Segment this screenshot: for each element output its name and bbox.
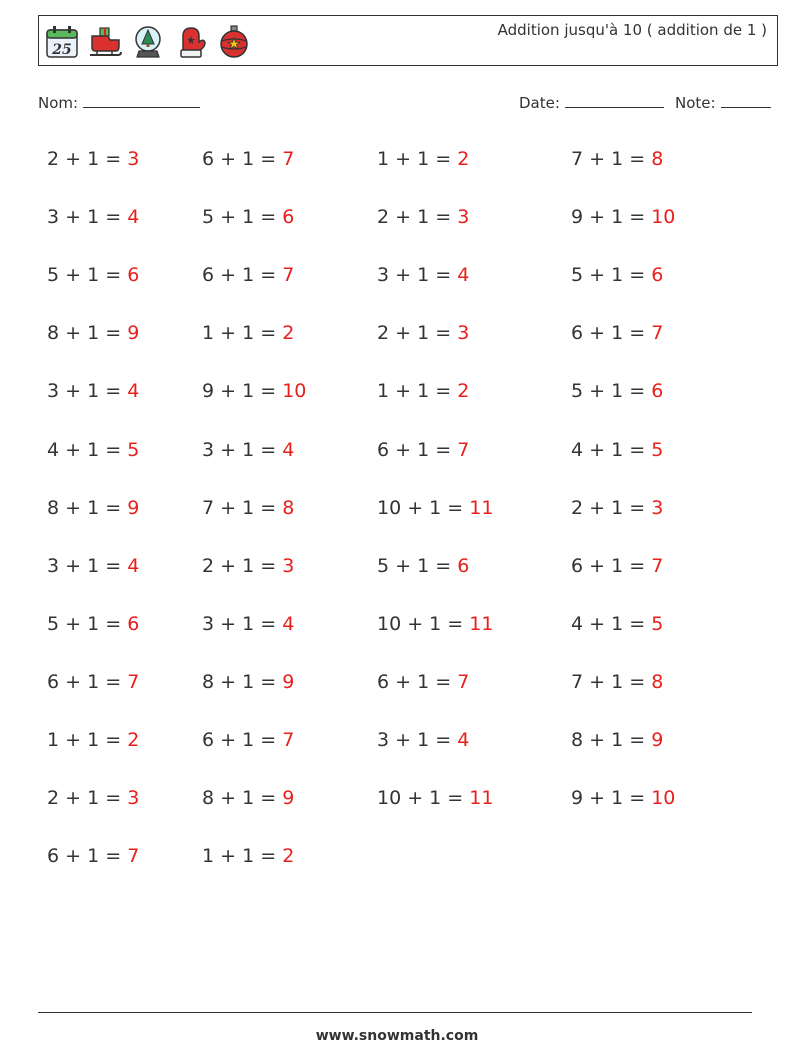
problem-answer: 6 <box>457 554 470 577</box>
problem-item <box>377 729 469 751</box>
problem-item <box>571 206 675 228</box>
problem-item <box>47 497 139 519</box>
snow-globe-icon <box>131 24 165 60</box>
problem-question: 7 + 1 = <box>202 496 283 519</box>
problem-answer: 11 <box>469 612 494 635</box>
problem-question: 8 + 1 = <box>202 670 283 693</box>
problem-item <box>47 148 139 170</box>
problem-answer: 7 <box>457 438 470 461</box>
problem-question: 7 + 1 = <box>571 670 652 693</box>
problem-question: 1 + 1 = <box>202 845 283 868</box>
problem-item <box>377 613 493 635</box>
problem-question: 3 + 1 = <box>202 438 283 461</box>
date-field[interactable] <box>519 93 664 112</box>
problem-item <box>377 439 469 461</box>
problem-item <box>377 264 469 286</box>
problem-item <box>571 380 663 402</box>
problem-question: 1 + 1 = <box>47 729 128 751</box>
name-label: Nom: <box>38 94 79 112</box>
problem-answer: 5 <box>651 438 664 461</box>
problem-question: 4 + 1 = <box>571 438 652 461</box>
problem-item <box>47 671 139 693</box>
problem-answer: 3 <box>282 554 295 577</box>
problem-answer: 7 <box>651 322 664 345</box>
problem-item <box>202 613 294 635</box>
ornament-icon <box>217 24 251 60</box>
problem-item <box>202 497 294 519</box>
problem-answer: 4 <box>457 264 470 287</box>
problem-answer: 10 <box>651 787 676 810</box>
worksheet-title: Addition jusqu'à 10 ( addition de 1 ) <box>497 21 767 39</box>
problem-answer: 2 <box>282 845 295 868</box>
problem-answer: 6 <box>127 264 140 287</box>
problem-answer: 4 <box>127 206 140 229</box>
problem-item <box>571 148 663 170</box>
problem-item <box>571 613 663 635</box>
problem-item <box>202 206 294 228</box>
problem-question: 5 + 1 = <box>377 554 458 577</box>
problem-question: 1 + 1 = <box>377 380 458 403</box>
date-label: Date: <box>519 94 560 112</box>
problem-item <box>202 380 306 402</box>
score-label: Note: <box>675 94 716 112</box>
problem-item <box>377 380 469 402</box>
problem-answer: 4 <box>457 729 470 751</box>
problem-answer: 2 <box>457 148 470 170</box>
problem-answer: 6 <box>651 380 664 403</box>
problem-item <box>47 555 139 577</box>
problem-question: 3 + 1 = <box>377 729 458 751</box>
problem-question: 8 + 1 = <box>202 787 283 810</box>
problem-answer: 5 <box>651 612 664 635</box>
problem-item <box>202 264 294 286</box>
problem-question: 8 + 1 = <box>47 322 128 345</box>
problem-question: 6 + 1 = <box>202 148 283 170</box>
problem-answer: 7 <box>282 148 295 170</box>
name-field[interactable] <box>38 93 200 112</box>
problem-item <box>571 497 663 519</box>
problem-answer: 10 <box>651 206 676 229</box>
problem-answer: 3 <box>127 787 140 810</box>
problem-item <box>377 322 469 344</box>
problem-question: 6 + 1 = <box>571 322 652 345</box>
problem-item <box>377 206 469 228</box>
problem-answer: 8 <box>651 670 664 693</box>
problem-question: 6 + 1 = <box>202 729 283 751</box>
icon-strip <box>45 24 251 60</box>
problem-answer: 7 <box>457 670 470 693</box>
problem-item <box>202 439 294 461</box>
problem-item <box>202 787 294 809</box>
date-blank[interactable] <box>565 93 664 108</box>
problem-answer: 7 <box>127 845 140 868</box>
problem-question: 3 + 1 = <box>202 612 283 635</box>
score-blank[interactable] <box>721 93 771 108</box>
problem-question: 5 + 1 = <box>47 612 128 635</box>
problem-answer: 11 <box>469 496 494 519</box>
problem-question: 8 + 1 = <box>571 729 652 751</box>
calendar-icon <box>45 24 79 60</box>
problem-question: 2 + 1 = <box>202 554 283 577</box>
problem-answer: 9 <box>127 496 140 519</box>
problem-question: 3 + 1 = <box>47 206 128 229</box>
problem-answer: 9 <box>127 322 140 345</box>
problem-question: 5 + 1 = <box>571 380 652 403</box>
problem-question: 5 + 1 = <box>571 264 652 287</box>
problem-item <box>571 555 663 577</box>
problem-item <box>47 845 139 867</box>
problem-item <box>377 497 493 519</box>
calendar-day: 25 <box>52 42 72 58</box>
problem-answer: 9 <box>282 787 295 810</box>
problem-question: 9 + 1 = <box>571 787 652 810</box>
problem-item <box>47 787 139 809</box>
problem-item <box>202 671 294 693</box>
problem-question: 4 + 1 = <box>47 438 128 461</box>
problem-answer: 6 <box>282 206 295 229</box>
footer-website: www.snowmath.com <box>315 1028 479 1044</box>
problem-answer: 3 <box>127 148 140 170</box>
footer-divider <box>38 1012 752 1013</box>
problem-answer: 2 <box>457 380 470 403</box>
problem-answer: 4 <box>282 612 295 635</box>
problem-answer: 6 <box>651 264 664 287</box>
problem-question: 6 + 1 = <box>202 264 283 287</box>
problem-question: 5 + 1 = <box>47 264 128 287</box>
problem-item <box>47 264 139 286</box>
problem-question: 2 + 1 = <box>47 148 128 170</box>
problem-question: 6 + 1 = <box>377 670 458 693</box>
problem-item <box>202 845 294 867</box>
problem-answer: 9 <box>282 670 295 693</box>
problem-answer: 7 <box>282 264 295 287</box>
problem-answer: 2 <box>282 322 295 345</box>
problem-item <box>47 380 139 402</box>
problem-question: 2 + 1 = <box>47 787 128 810</box>
problem-answer: 3 <box>651 496 664 519</box>
problem-item <box>47 729 139 751</box>
problem-question: 4 + 1 = <box>571 612 652 635</box>
score-field[interactable] <box>675 93 771 112</box>
problem-item <box>377 787 493 809</box>
problem-item <box>571 439 663 461</box>
problem-question: 10 + 1 = <box>377 496 470 519</box>
problem-item <box>571 729 663 751</box>
problem-question: 1 + 1 = <box>377 148 458 170</box>
problem-answer: 10 <box>282 380 307 403</box>
problem-answer: 6 <box>127 612 140 635</box>
problem-item <box>377 671 469 693</box>
problem-item <box>47 322 139 344</box>
problem-question: 10 + 1 = <box>377 787 470 810</box>
problem-item <box>377 148 469 170</box>
problem-answer: 4 <box>127 380 140 403</box>
problem-question: 6 + 1 = <box>47 670 128 693</box>
problem-answer: 9 <box>651 729 664 751</box>
problem-answer: 11 <box>469 787 494 810</box>
problem-question: 3 + 1 = <box>377 264 458 287</box>
problem-item <box>47 439 139 461</box>
problem-item <box>571 671 663 693</box>
problem-answer: 3 <box>457 322 470 345</box>
problem-question: 3 + 1 = <box>47 380 128 403</box>
problem-item <box>47 613 139 635</box>
problem-question: 2 + 1 = <box>377 322 458 345</box>
problem-question: 2 + 1 = <box>377 206 458 229</box>
problem-answer: 7 <box>282 729 295 751</box>
problem-question: 9 + 1 = <box>202 380 283 403</box>
problem-item <box>202 729 294 751</box>
problem-question: 6 + 1 = <box>571 554 652 577</box>
problem-item <box>377 555 469 577</box>
problem-answer: 8 <box>651 148 664 170</box>
problem-item <box>202 148 294 170</box>
problem-answer: 5 <box>127 438 140 461</box>
name-blank[interactable] <box>83 93 200 108</box>
problem-answer: 4 <box>282 438 295 461</box>
problem-question: 7 + 1 = <box>571 148 652 170</box>
problem-answer: 7 <box>651 554 664 577</box>
sleigh-icon <box>88 24 122 60</box>
problem-item <box>202 322 294 344</box>
problem-question: 1 + 1 = <box>202 322 283 345</box>
problem-question: 8 + 1 = <box>47 496 128 519</box>
problem-question: 6 + 1 = <box>377 438 458 461</box>
mitten-icon <box>174 24 208 60</box>
problem-question: 9 + 1 = <box>571 206 652 229</box>
problem-item <box>571 322 663 344</box>
problem-question: 2 + 1 = <box>571 496 652 519</box>
problem-item <box>571 787 675 809</box>
problem-question: 5 + 1 = <box>202 206 283 229</box>
problem-question: 10 + 1 = <box>377 612 470 635</box>
problem-answer: 4 <box>127 554 140 577</box>
problem-answer: 2 <box>127 729 140 751</box>
problem-question: 6 + 1 = <box>47 845 128 868</box>
problem-answer: 8 <box>282 496 295 519</box>
worksheet-header <box>38 15 778 66</box>
problem-answer: 7 <box>127 670 140 693</box>
problem-item <box>202 555 294 577</box>
problem-question: 3 + 1 = <box>47 554 128 577</box>
problem-item <box>571 264 663 286</box>
problem-answer: 3 <box>457 206 470 229</box>
problem-item <box>47 206 139 228</box>
